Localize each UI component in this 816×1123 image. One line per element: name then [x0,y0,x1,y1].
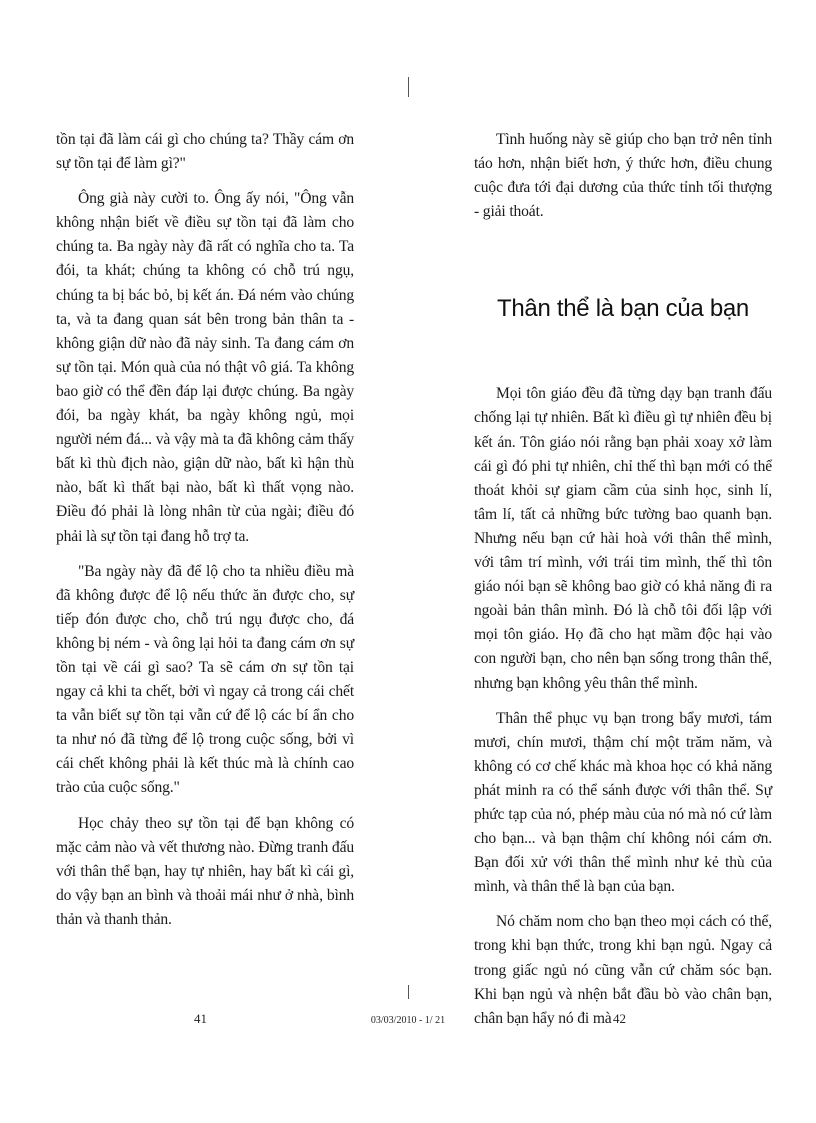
right-paragraph-1: Mọi tôn giáo đều đã từng dạy bạn tranh đấu chống lại tự nhiên. Bất kì điều gì tự nhiên đều bị kết án. Tôn giáo nói rằng bạn phải xoay xở làm cái gì đó phi tự nhiên, chỉ thế thì bạn mới có thể thoát khỏi sự giam cầm của sinh học, sinh lí, tâm lí, tất cả những bức tường bao quanh bạn. Nhưng nếu bạn cứ hài hoà với thân thể mình, với tâm trí mình, với trái tim mình, thế thì tôn giáo nói bạn sẽ không bao giờ có khả năng đi ra ngoài bản thân mình. Đó là chỗ tôi đối lập với mọi tôn giáo. Họ đã cho hạt mầm độc hại vào con người bạn, cho nên bạn sống trong thân thể, nhưng bạn không yêu thân thể mình. [474,385,772,692]
left-paragraph-4: Học chảy theo sự tồn tại để bạn không có mặc cảm nào và vết thương nào. Đừng tranh đấu với thân thể bạn, hay tự nhiên, hay bất kì cái gì, do vậy bạn an bình và thoải mái như ở nhà, bình thản và thanh thản. [56,814,354,928]
right-paragraph-2: Thân thể phục vụ bạn trong bẩy mươi, tám mươi, chín mươi, thậm chí một trăm năm, và không có cơ chế khác mà khoa học có khả năng phát minh ra có thể sánh được với thân thể. Sự phức tạp của nó, phép màu của nó mà nó cứ làm cho bạn... và bạn thậm chí không nói cám ơn. Bạn đối xử với thân thể mình như kẻ thù của mình, và thân thể là bạn của bạn. [474,709,772,896]
right-intro-paragraph: Tình huống này sẽ giúp cho bạn trở nên tỉnh táo hơn, nhận biết hơn, ý thức hơn, điều chung cuộc đưa tới đại dương của thức tỉnh tối thượng - giải thoát. [474,131,772,221]
left-paragraph-2: Ông già này cười to. Ông ấy nói, "Ông vẫn không nhận biết về điều sự tồn tại đã làm cho chúng ta. Ba ngày này đã rất có nghĩa cho ta. Ta đói, ta khát; chúng ta không có chỗ trú ngụ, chúng ta bị bác bỏ, bị kết án. Đá ném vào chúng ta, và ta đang quan sát bên trong bản thân ta - không giận dữ nào đã nảy sinh. Ta đang cám ơn sự tồn tại. Món quà của nó thật vô giá. Ta không bao giờ có thể đền đáp lại được chúng. Ba ngày đói, ba ngày khát, ba ngày không ngủ, mọi người ném đá... và vậy mà ta đã không cảm thấy bất kì thù địch nào, giận dữ nào, bất kì hận thù nào, bất kì thất bại nào, bất kì thất vọng nào. Điều đó phải là lòng nhân từ của ngài; điều đó phải là sự tồn tại đang hỗ trợ ta. [56,190,354,545]
page-number-right: 42 [613,1011,626,1026]
right-paragraph-3: Nó chăm nom cho bạn theo mọi cách có thể, trong khi bạn thức, trong khi bạn ngủ. Ngay cả trong giấc ngủ nó cũng vẫn cứ chăm sóc bạn. Khi bạn ngủ và nhện bắt đầu bò vào chân bạn, chân bạn hẩy nó đi mà [474,913,772,1027]
left-paragraph-3: "Ba ngày này đã để lộ cho ta nhiều điều mà đã không được để lộ nếu thức ăn được cho, sự tiếp đón được cho, chỗ trú ngụ được cho, đá không bị ném - và ông lại hỏi ta đang cám ơn sự tồn tại về cái gì sao? Ta sẽ cám ơn sự tồn tại ngay cả khi ta chết, bởi vì ngay cả trong cái chết ta vẫn biết sự tồn tại vẫn cứ để lộ các bí ẩn cho ta như nó đã từng để lộ trong cuộc sống, bởi vì cái chết không phải là kết thúc mà là chính cao trào của cuộc sống." [56,562,354,797]
left-paragraph-1: tồn tại đã làm cái gì cho chúng ta? Thầy cám ơn sự tồn tại để làm gì?" [56,131,354,173]
top-fold-mark [408,77,409,97]
chapter-title: Thân thể là bạn của bạn [497,295,749,323]
page-number-left: 41 [194,1011,207,1026]
bottom-fold-mark [408,985,409,999]
print-date-stamp: 03/03/2010 - 1/ 21 [370,1015,446,1026]
right-page-text-column [474,128,772,1042]
left-page-text-column [56,128,354,943]
